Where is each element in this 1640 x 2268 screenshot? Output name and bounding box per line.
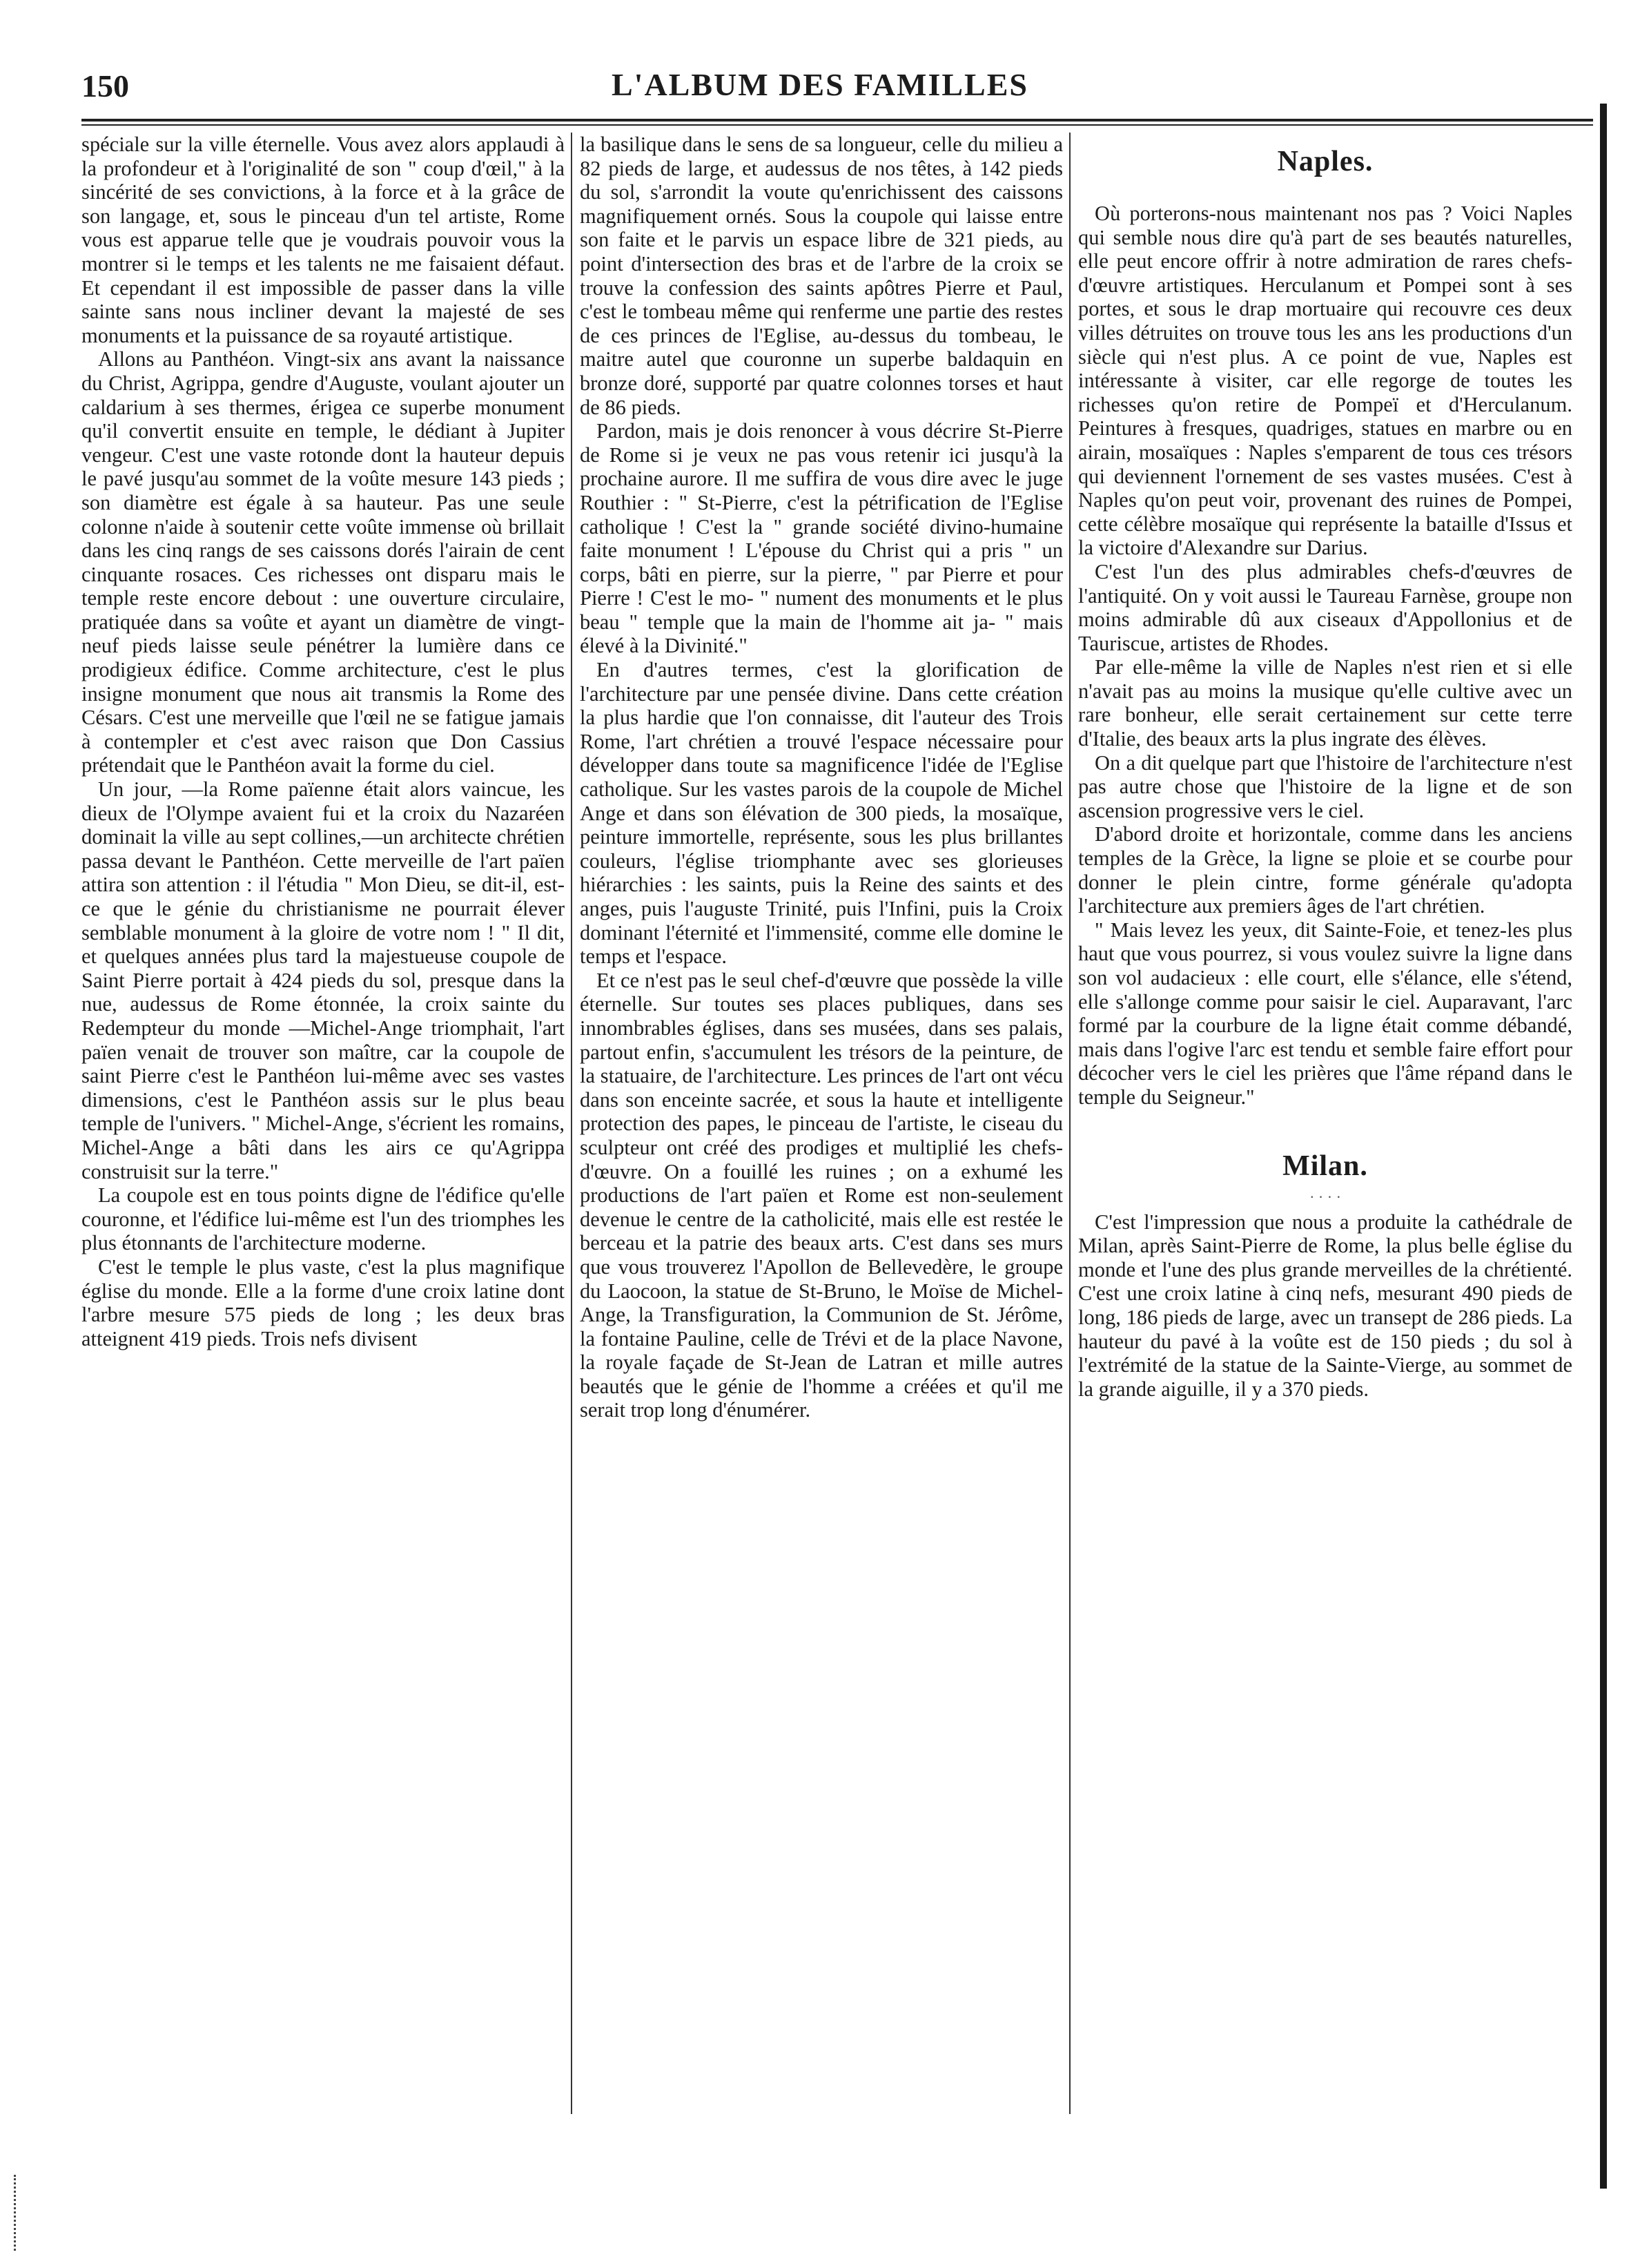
paragraph: Allons au Panthéon. Vingt-six ans avant la naissance du Christ, Agrippa, gendre d'Auguste, voulant ajouter un caldarium à ses thermes, érigea ce superbe monument qu'il convertit ensuite en temple, le dédiant à Jupiter vengeur. C'est une vaste rotonde dont la hauteur depuis le pavé jusqu'au sommet de la voûte mesure 143 pieds ; son diamètre est égale à sa hauteur. Pas une seule colonne n'aide à soutenir cette voûte immense où brillait dans les cinq rangs de ses caissons dorés l'airain de cent cinquante rosaces. Ces richesses ont disparu mais le temple reste encore debout : une ouverture circulaire, pratiquée dans sa voûte et ayant un diamètre de vingt-neuf pieds laisse seule pénétrer la lumière dans ce prodigieux édifice. Comme architecture, c'est le plus insigne monument que nous ait transmis la Rome des Césars. C'est une merveille que l'œil ne se fatigue jamais à contempler et c'est avec raison que Don Cassius prétendait que le Panthéon avait la forme du ciel. <box>81 347 565 777</box>
column-1 <box>81 133 565 2149</box>
paragraph: Par elle-même la ville de Naples n'est rien et si elle n'avait pas au moins la musique qu'elle cultive avec un rare bonheur, elle serait certainement sur cette terre d'Italie, des beaux arts la plus ingrate des élèves. <box>1078 655 1572 751</box>
paragraph: C'est le temple le plus vaste, c'est la plus magnifique église du monde. Elle a la forme d'une croix latine dont l'arbre mesure 575 pieds de long ; les deux bras atteignent 419 pieds. Trois nefs divisent <box>81 1254 565 1350</box>
paragraph: spéciale sur la ville éternelle. Vous avez alors applaudi à la profondeur et à l'originalité de son " coup d'œil," à la sincérité de ses convictions, à la force et à la grâce de son langage, et, sous le pinceau d'un tel artiste, Rome vous est apparue telle que je voudrais pouvoir vous la montrer si le temps et les talents ne me faisaient défaut. Et cependant il est impossible de passer dans la ville sainte sans nous incliner devant la majesté de ses monuments et la puissance de sa royauté artistique. <box>81 133 565 347</box>
margin-marks <box>14 2175 19 2251</box>
section-heading-naples: Naples. <box>1277 146 1374 177</box>
paragraph: C'est l'impression que nous a produite la cathédrale de Milan, après Saint-Pierre de Rome, la plus belle église du monde et l'une des plus grande merveilles de la chrétienté. C'est une croix latine à cinq nefs, mesurant 490 pieds de long, 186 pieds de large, avec un transept de 286 pieds. La hauteur du pavé à la voûte est de 150 pieds ; du sol à l'extrémité de la statue de la Sainte-Vierge, au sommet de la grande aiguille, il y a 370 pieds. <box>1078 1210 1572 1401</box>
paragraph: La coupole est en tous points digne de l'édifice qu'elle couronne, et l'édifice lui-même est l'un des triomphes les plus étonnants de l'architecture moderne. <box>81 1183 565 1255</box>
column-2 <box>580 133 1063 2149</box>
paragraph: Où porterons-nous maintenant nos pas ? Voici Naples qui semble nous dire qu'à part de ses beautés naturelles, elle peut encore offrir à notre admiration de rares chefs-d'œuvre artistiques. Herculanum et Pompei sont à ses portes, et sous le drap mortuaire qui recouvre ces deux villes détruites on trouve tous les ans les productions d'un siècle qui n'est plus. A ce point de vue, Naples est intéressante à visiter, car elle regorge de toutes les richesses qu'on retire de Pompeï et d'Herculanum. Peintures à fresques, quadriges, statues en marbre ou en airain, mosaïques : Naples s'emparent de tous ces trésors qui deviennent l'ornement de ses vastes musées. C'est à Naples qu'on peut voir, provenant des ruines de Pompei, cette célèbre mosaïque qui représente la bataille d'Issus et la victoire d'Alexandre sur Darius. <box>1078 202 1572 560</box>
running-title: L'ALBUM DES FAMILLES <box>611 67 1029 102</box>
section-heading-milan: Milan. <box>1282 1150 1368 1182</box>
paragraph: la basilique dans le sens de sa longueur, celle du milieu a 82 pieds de large, et audessus de nos têtes, à 142 pieds du sol, s'arrondit la voute qu'enrichissent des caissons magnifiquement ornés. Sous la coupole qui laisse entre son faite et le parvis un espace libre de 321 pieds, au point d'intersection des bras et de l'arbre de la croix se trouve la confession des saints apôtres Pierre et Paul, c'est le tombeau même qui renferme une partie des restes de ces princes de l'Eglise, au-dessus du tombeau, le maitre autel que couronne un superbe baldaquin en bronze doré, supporté par quatre colonnes torses et haut de 86 pieds. <box>580 133 1063 419</box>
column-3 <box>1078 133 1572 2149</box>
paragraph: On a dit quelque part que l'histoire de l'architecture n'est pas autre chose que l'histoire de la ligne et de son ascension progressive vers le ciel. <box>1078 750 1572 822</box>
paragraph: " Mais levez les yeux, dit Sainte-Foie, et tenez-les plus haut que vous pourrez, si vous voulez suivre la ligne dans son vol audacieux : elle court, elle s'élance, elle s'étend, elle s'allonge comme pour saisir le ciel. Auparavant, l'arc formé par la courbure de la ligne était comme débandé, mais dans l'ogive l'arc est tendu et semble faire effort pour décocher vers le ciel les prières que l'âme répand dans le temple du Seigneur." <box>1078 918 1572 1109</box>
column-rule-left <box>571 133 572 2114</box>
page-number: 150 <box>81 68 129 104</box>
paragraph: Et ce n'est pas le seul chef-d'œuvre que possède la ville éternelle. Sur toutes ses places publiques, dans ses innombrables églises, dans ses musées, dans ses palais, partout enfin, s'accumulent les trésors de la peinture, de la statuaire, de l'architecture. Les princes de l'art ont vécu dans son enceinte sacrée, et sous la haute et intelligente protection des papes, le pinceau de l'artiste, le ciseau du sculpteur ont créé des prodiges et multiplié les chefs-d'œuvre. On a fouillé les ruines ; on a exhumé les productions de l'art païen et Rome est non-seulement devenue le centre de la catholicité, mais elle est restée le berceau et la patrie des beaux arts. C'est dans ses murs que vous trouverez l'Apollon de Bellevedère, le groupe du Laocoon, la statue de St-Bruno, le Moïse de Michel-Ange, la Transfiguration, la Communion de St. Jérôme, la fontaine Pauline, celle de Trévi et de la place Navone, la royale façade de St-Jean de Latran et mille autres beautés que le génie de l'homme a créées et qu'il me serait trop long d'énumérer. <box>580 968 1063 1422</box>
paragraph: Pardon, mais je dois renoncer à vous décrire St-Pierre de Rome si je veux ne pas vous retenir ici jusqu'à la prochaine aurore. Il me suffira de vous dire avec le juge Routhier : " St-Pierre, c'est la pétrification de l'Eglise catholique ! C'est la " grande société divino-humaine faite monument ! L'épouse du Christ qui a pris " un corps, bâti en pierre, sur la pierre, " par Pierre et pour Pierre ! C'est le mo- " nument des monuments et le plus beau " temple que la main de l'homme ait ja- " mais élevé à la Divinité." <box>580 419 1063 658</box>
header-rule-thin <box>81 124 1593 126</box>
binding-edge <box>1600 104 1607 2189</box>
paragraph: D'abord droite et horizontale, comme dans les anciens temples de la Grèce, la ligne se ploie et se courbe pour donner le plein cintre, forme générale qu'adopta l'architecture aux premiers âges de l'art chrétien. <box>1078 822 1572 918</box>
column-rule-right <box>1069 133 1071 2114</box>
paragraph: En d'autres termes, c'est la glorification de l'architecture par une pensée divine. Dans cette création la plus hardie que l'on connaisse, dit l'auteur des Trois Rome, l'art chrétien a trouvé l'espace nécessaire pour développer dans toute sa magnificence l'idée de l'Eglise catholique. Sur les vastes parois de la coupole de Michel Ange et dans son élévation de 300 pieds, la mosaïque, peinture immortelle, représente, sous les plus brillantes couleurs, l'église triomphante avec ses glorieuses hiérarchies : les saints, puis la Reine des saints et des anges, puis l'auguste Trinité, puis l'Infini, puis la Croix dominant l'éternité et l'immensité, comme elle domine le temps et l'espace. <box>580 658 1063 969</box>
paragraph: C'est l'un des plus admirables chefs-d'œuvres de l'antiquité. On y voit aussi le Taureau Farnèse, groupe non moins admirable dû aux ciseaux d'Appollonius et de Tauriscue, artistes de Rhodes. <box>1078 559 1572 655</box>
paragraph: Un jour, —la Rome païenne était alors vaincue, les dieux de l'Olympe avaient fui et la croix du Nazaréen dominait la ville au sept collines,—un architecte chrétien passa devant le Panthéon. Cette merveille de l'art païen attira son attention : il l'étudia " Mon Dieu, se dit-il, est-ce que le génie du christianisme ne pourrait élever semblable monument à la gloire de votre nom ! " Il dit, et quelques années plus tard la majestueuse coupole de Saint Pierre portait à 424 pieds du sol, presque dans la nue, audessus de Rome étonnée, la croix sainte du Redempteur du monde —Michel-Ange triomphait, l'art païen venait de trouver son maître, car la coupole de saint Pierre c'est le Panthéon lui-même avec ses vastes dimensions, c'est le Panthéon assis sur le plus beau temple de l'univers. " Michel-Ange, s'écrient les romains, Michel-Ange a bâti dans les airs ce qu'Agrippa construisit sur la terre." <box>81 777 565 1183</box>
heading-ornament: · · · · <box>1309 1188 1341 1205</box>
header-rule <box>81 119 1593 122</box>
